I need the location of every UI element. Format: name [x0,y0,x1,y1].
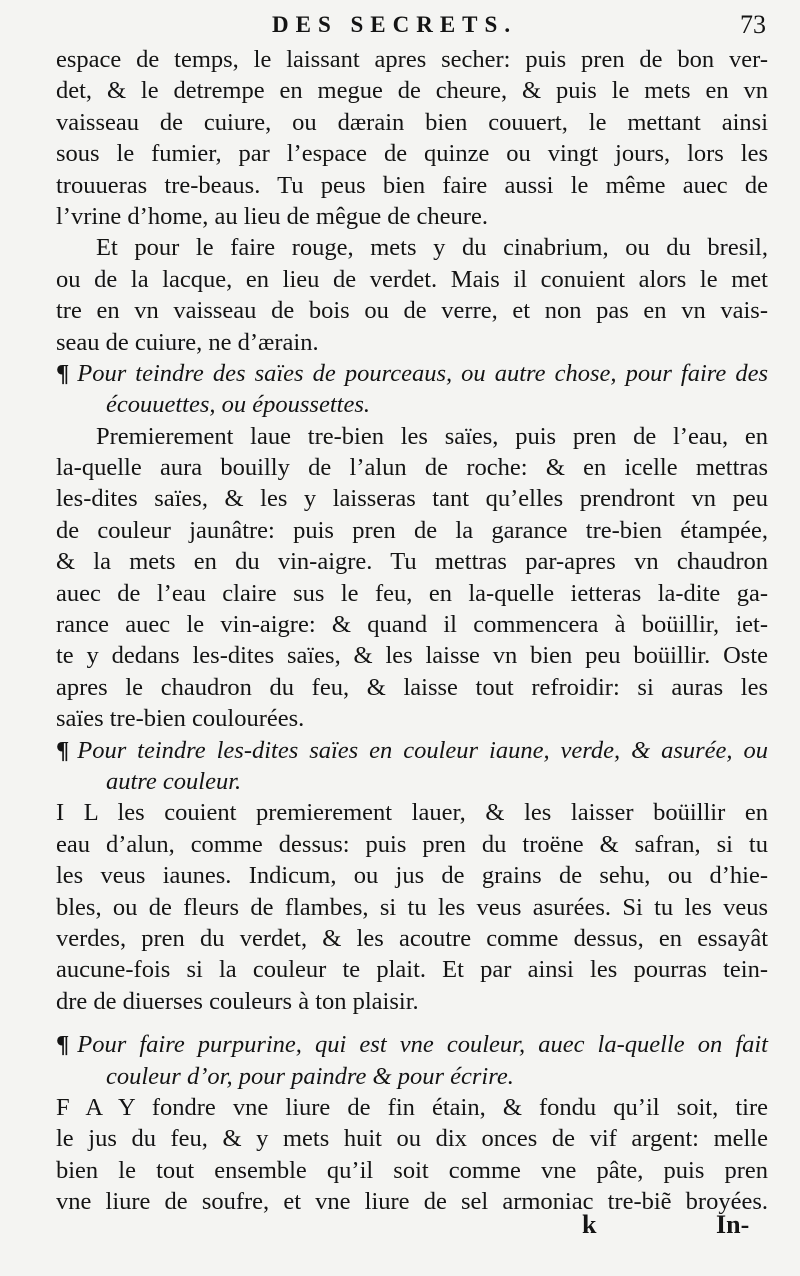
text-line: saïes tre-bien coulourées. [56,705,305,733]
text-line: sous le fumier, par l’espace de quinze ou vingt jours, lors les [56,140,768,168]
section-gap [56,1017,768,1029]
page-header [0,10,800,44]
text-line: bles, ou de fleurs de flambes, si tu les veus asurées. Si tu les veus [56,893,768,921]
text-line: aucune-fois si la couleur te plait. Et par ainsi les pourras tein- [56,956,768,984]
signature-mark: k [582,1210,597,1239]
pilcrow-mark: ¶ [56,1031,70,1059]
section-heading-text: Pour teindre des saïes de pourceaus, ou autre chose, pour faire des [77,359,768,387]
text-line: bien le tout ensemble qu’il soit comme vne pâte, puis pren [56,1156,768,1184]
text-line: det, & le detrempe en megue de cheure, & puis le mets en vn [56,77,768,105]
text-line: I L les couient premierement lauer, & les laisser boüillir en [56,799,768,827]
catchword: In- [716,1210,750,1239]
page-number: 73 [740,10,766,39]
text-line: trouueras tre-beaus. Tu peus bien faire aussi le même auec de [56,171,768,199]
text-line: ou de la lacque, en lieu de verdet. Mais il conuient alors le met [56,265,768,293]
section-heading-text: Pour faire purpurine, qui est vne couleur, auec la-quelle on fait [77,1031,768,1059]
text-line: espace de temps, le laissant apres secher: puis pren de bon ver- [56,46,768,73]
pilcrow-mark: ¶ [56,359,70,387]
text-line: le jus du feu, & y mets huit ou dix onces de vif argent: melle [56,1125,768,1153]
section-heading [56,358,768,389]
body-text [56,44,768,1217]
text-line: la-quelle aura bouilly de l’alun de roche: & en icelle mettras [56,454,768,482]
text-line: auec de l’eau claire sus le feu, en la-quelle ietteras la-dite ga- [56,579,768,607]
text-line: F A Y fondre vne liure de fin étain, & fondu qu’il soit, tire [56,1093,768,1121]
text-line: les veus iaunes. Indicum, ou jus de grains de sehu, ou d’hie- [56,862,768,890]
text-line: Et pour le faire rouge, mets y du cinabrium, ou du bresil, [96,234,768,262]
text-line: de couleur jaunâtre: puis pren de la garance tre-bien étampée, [56,516,768,544]
pilcrow-mark: ¶ [56,736,70,764]
page-footer [0,1210,800,1246]
text-line: apres le chaudron du feu, & laisse tout refroidir: si auras les [56,673,768,701]
text-line: tre en vn vaisseau de bois ou de verre, et non pas en vn vais- [56,297,768,325]
text-line: Premierement laue tre-bien les saïes, puis pren de l’eau, en [96,422,768,450]
section-heading-continued: couleur d’or, pour paindre & pour écrire. [106,1062,514,1090]
section-heading-continued: écouuettes, ou époussettes. [106,391,370,419]
text-line: te y dedans les-dites saïes, & les laisse vn bien peu boüillir. Oste [56,642,768,670]
text-line: eau d’alun, comme dessus: puis pren du troëne & safran, si tu [56,830,768,858]
text-line: l’vrine d’home, au lieu de mêgue de cheure. [56,202,488,230]
text-line: seau de cuiure, ne d’ærain. [56,328,319,356]
text-line: dre de diuerses couleurs à ton plaisir. [56,987,419,1015]
running-title: DES SECRETS. [272,12,518,37]
section-heading-continued: autre couleur. [106,767,242,795]
section-heading [56,735,768,766]
text-line: & la mets en du vin-aigre. Tu mettras par-apres vn chaudron [56,548,768,576]
text-line: rance auec le vin-aigre: & quand il commencera à boüillir, iet- [56,611,768,639]
section-heading-text: Pour teindre les-dites saïes en couleur iaune, verde, & asurée, ou [77,736,768,764]
text-line: verdes, pren du verdet, & les acoutre comme dessus, en essayât [56,924,768,952]
section-heading [56,1029,768,1060]
text-line: vaisseau de cuiure, ou dærain bien couuert, le mettant ainsi [56,108,768,136]
text-line: vne liure de soufre, et vne liure de sel armoniac tre-biẽ broyées. [56,1188,768,1216]
text-line: les-dites saïes, & les y laisseras tant qu’elles prendront vn peu [56,485,768,513]
